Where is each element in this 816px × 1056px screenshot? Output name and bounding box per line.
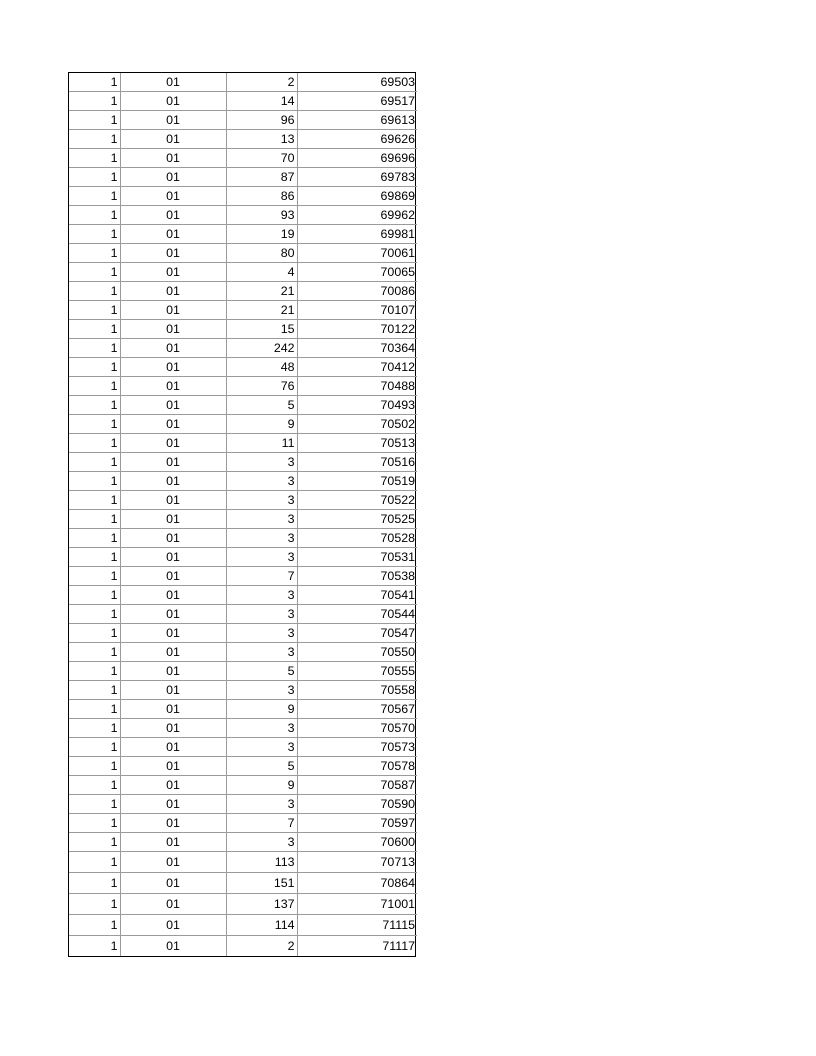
table-row xyxy=(69,472,417,491)
count-cell: 3 xyxy=(226,681,297,700)
code-cell: 01 xyxy=(120,149,226,168)
count-cell: 11 xyxy=(226,434,297,453)
table-row xyxy=(69,320,417,339)
count-cell: 87 xyxy=(226,168,297,187)
group-cell: 1 xyxy=(69,92,120,111)
count-cell: 151 xyxy=(226,873,297,894)
group-cell: 1 xyxy=(69,358,120,377)
table-row xyxy=(69,282,417,301)
count-cell: 3 xyxy=(226,510,297,529)
cumulative-cell: 70107 xyxy=(297,301,417,320)
code-cell: 01 xyxy=(120,358,226,377)
group-cell: 1 xyxy=(69,244,120,263)
count-cell: 86 xyxy=(226,187,297,206)
code-cell: 01 xyxy=(120,510,226,529)
cumulative-cell: 70555 xyxy=(297,662,417,681)
group-cell: 1 xyxy=(69,168,120,187)
table-row xyxy=(69,434,417,453)
group-cell: 1 xyxy=(69,434,120,453)
group-cell: 1 xyxy=(69,130,120,149)
code-cell: 01 xyxy=(120,662,226,681)
table-row xyxy=(69,757,417,776)
cumulative-cell: 70519 xyxy=(297,472,417,491)
code-cell: 01 xyxy=(120,415,226,434)
cumulative-cell: 69503 xyxy=(297,73,417,92)
group-cell: 1 xyxy=(69,738,120,757)
code-cell: 01 xyxy=(120,168,226,187)
cumulative-cell: 70525 xyxy=(297,510,417,529)
group-cell: 1 xyxy=(69,586,120,605)
table-row xyxy=(69,263,417,282)
table-row xyxy=(69,662,417,681)
code-cell: 01 xyxy=(120,453,226,472)
table-row xyxy=(69,624,417,643)
cumulative-cell: 71115 xyxy=(297,915,417,936)
count-cell: 9 xyxy=(226,776,297,795)
table-row xyxy=(69,491,417,510)
cumulative-cell: 70547 xyxy=(297,624,417,643)
group-cell: 1 xyxy=(69,548,120,567)
code-cell: 01 xyxy=(120,339,226,358)
code-cell: 01 xyxy=(120,681,226,700)
table-row xyxy=(69,681,417,700)
cumulative-cell: 69783 xyxy=(297,168,417,187)
group-cell: 1 xyxy=(69,187,120,206)
cumulative-cell: 70597 xyxy=(297,814,417,833)
count-cell: 3 xyxy=(226,738,297,757)
table-row xyxy=(69,700,417,719)
table-row xyxy=(69,377,417,396)
cumulative-cell: 70528 xyxy=(297,529,417,548)
code-cell: 01 xyxy=(120,301,226,320)
group-cell: 1 xyxy=(69,681,120,700)
cumulative-cell: 70590 xyxy=(297,795,417,814)
table-row xyxy=(69,415,417,434)
count-cell: 9 xyxy=(226,415,297,434)
group-cell: 1 xyxy=(69,662,120,681)
group-cell: 1 xyxy=(69,915,120,936)
count-cell: 3 xyxy=(226,453,297,472)
group-cell: 1 xyxy=(69,757,120,776)
cumulative-cell: 69869 xyxy=(297,187,417,206)
table-row xyxy=(69,206,417,225)
group-cell: 1 xyxy=(69,510,120,529)
table-row xyxy=(69,396,417,415)
table-row xyxy=(69,244,417,263)
cumulative-cell: 70516 xyxy=(297,453,417,472)
group-cell: 1 xyxy=(69,795,120,814)
cumulative-cell: 70600 xyxy=(297,833,417,852)
cumulative-cell: 70531 xyxy=(297,548,417,567)
cumulative-cell: 70587 xyxy=(297,776,417,795)
cumulative-cell: 70502 xyxy=(297,415,417,434)
count-cell: 113 xyxy=(226,852,297,873)
count-cell: 21 xyxy=(226,282,297,301)
count-cell: 19 xyxy=(226,225,297,244)
table-row xyxy=(69,586,417,605)
group-cell: 1 xyxy=(69,719,120,738)
count-cell: 7 xyxy=(226,814,297,833)
count-cell: 14 xyxy=(226,92,297,111)
count-cell: 80 xyxy=(226,244,297,263)
code-cell: 01 xyxy=(120,915,226,936)
table-row xyxy=(69,130,417,149)
group-cell: 1 xyxy=(69,776,120,795)
code-cell: 01 xyxy=(120,643,226,662)
code-cell: 01 xyxy=(120,548,226,567)
code-cell: 01 xyxy=(120,586,226,605)
count-cell: 21 xyxy=(226,301,297,320)
count-cell: 3 xyxy=(226,624,297,643)
group-cell: 1 xyxy=(69,814,120,833)
code-cell: 01 xyxy=(120,206,226,225)
count-cell: 9 xyxy=(226,700,297,719)
cumulative-cell: 70086 xyxy=(297,282,417,301)
code-cell: 01 xyxy=(120,73,226,92)
table-row xyxy=(69,643,417,662)
cumulative-cell: 69696 xyxy=(297,149,417,168)
cumulative-cell: 70061 xyxy=(297,244,417,263)
group-cell: 1 xyxy=(69,206,120,225)
code-cell: 01 xyxy=(120,263,226,282)
cumulative-cell: 70522 xyxy=(297,491,417,510)
table-row xyxy=(69,225,417,244)
code-cell: 01 xyxy=(120,624,226,643)
count-cell: 48 xyxy=(226,358,297,377)
code-cell: 01 xyxy=(120,894,226,915)
group-cell: 1 xyxy=(69,377,120,396)
table-row xyxy=(69,719,417,738)
cumulative-cell: 70544 xyxy=(297,605,417,624)
cumulative-cell: 70364 xyxy=(297,339,417,358)
code-cell: 01 xyxy=(120,852,226,873)
group-cell: 1 xyxy=(69,873,120,894)
cumulative-cell: 70578 xyxy=(297,757,417,776)
group-cell: 1 xyxy=(69,605,120,624)
cumulative-cell: 70713 xyxy=(297,852,417,873)
table-row xyxy=(69,358,417,377)
code-cell: 01 xyxy=(120,130,226,149)
cumulative-cell: 70412 xyxy=(297,358,417,377)
count-cell: 96 xyxy=(226,111,297,130)
cumulative-cell: 70864 xyxy=(297,873,417,894)
group-cell: 1 xyxy=(69,700,120,719)
group-cell: 1 xyxy=(69,301,120,320)
count-cell: 3 xyxy=(226,643,297,662)
group-cell: 1 xyxy=(69,73,120,92)
count-cell: 3 xyxy=(226,719,297,738)
table-row xyxy=(69,814,417,833)
cumulative-cell: 70558 xyxy=(297,681,417,700)
data-grid-body xyxy=(69,73,417,956)
count-cell: 3 xyxy=(226,795,297,814)
cumulative-cell: 70488 xyxy=(297,377,417,396)
code-cell: 01 xyxy=(120,377,226,396)
group-cell: 1 xyxy=(69,339,120,358)
code-cell: 01 xyxy=(120,320,226,339)
group-cell: 1 xyxy=(69,225,120,244)
group-cell: 1 xyxy=(69,472,120,491)
code-cell: 01 xyxy=(120,491,226,510)
table-row xyxy=(69,936,417,957)
count-cell: 3 xyxy=(226,605,297,624)
code-cell: 01 xyxy=(120,605,226,624)
table-row xyxy=(69,776,417,795)
count-cell: 2 xyxy=(226,73,297,92)
cumulative-cell: 69613 xyxy=(297,111,417,130)
group-cell: 1 xyxy=(69,282,120,301)
count-cell: 4 xyxy=(226,263,297,282)
group-cell: 1 xyxy=(69,833,120,852)
cumulative-cell: 70570 xyxy=(297,719,417,738)
table-row xyxy=(69,605,417,624)
code-cell: 01 xyxy=(120,936,226,957)
group-cell: 1 xyxy=(69,453,120,472)
table-row xyxy=(69,149,417,168)
code-cell: 01 xyxy=(120,282,226,301)
count-cell: 76 xyxy=(226,377,297,396)
code-cell: 01 xyxy=(120,757,226,776)
code-cell: 01 xyxy=(120,567,226,586)
spreadsheet-table xyxy=(68,72,416,957)
code-cell: 01 xyxy=(120,776,226,795)
count-cell: 5 xyxy=(226,396,297,415)
code-cell: 01 xyxy=(120,700,226,719)
count-cell: 5 xyxy=(226,757,297,776)
code-cell: 01 xyxy=(120,472,226,491)
code-cell: 01 xyxy=(120,396,226,415)
table-row xyxy=(69,453,417,472)
cumulative-cell: 70550 xyxy=(297,643,417,662)
code-cell: 01 xyxy=(120,814,226,833)
cumulative-cell: 70493 xyxy=(297,396,417,415)
count-cell: 70 xyxy=(226,149,297,168)
table-row xyxy=(69,73,417,92)
table-row xyxy=(69,548,417,567)
group-cell: 1 xyxy=(69,396,120,415)
table-row xyxy=(69,852,417,873)
code-cell: 01 xyxy=(120,187,226,206)
count-cell: 3 xyxy=(226,472,297,491)
code-cell: 01 xyxy=(120,434,226,453)
cumulative-cell: 69962 xyxy=(297,206,417,225)
count-cell: 3 xyxy=(226,491,297,510)
code-cell: 01 xyxy=(120,529,226,548)
table-row xyxy=(69,738,417,757)
code-cell: 01 xyxy=(120,719,226,738)
count-cell: 3 xyxy=(226,548,297,567)
code-cell: 01 xyxy=(120,795,226,814)
count-cell: 3 xyxy=(226,586,297,605)
table-row xyxy=(69,339,417,358)
cumulative-cell: 70573 xyxy=(297,738,417,757)
count-cell: 93 xyxy=(226,206,297,225)
table-row xyxy=(69,915,417,936)
code-cell: 01 xyxy=(120,873,226,894)
group-cell: 1 xyxy=(69,624,120,643)
count-cell: 3 xyxy=(226,833,297,852)
table-row xyxy=(69,187,417,206)
code-cell: 01 xyxy=(120,244,226,263)
count-cell: 137 xyxy=(226,894,297,915)
group-cell: 1 xyxy=(69,529,120,548)
table-row xyxy=(69,510,417,529)
cumulative-cell: 70567 xyxy=(297,700,417,719)
cumulative-cell: 71001 xyxy=(297,894,417,915)
cumulative-cell: 70122 xyxy=(297,320,417,339)
count-cell: 15 xyxy=(226,320,297,339)
count-cell: 7 xyxy=(226,567,297,586)
count-cell: 13 xyxy=(226,130,297,149)
code-cell: 01 xyxy=(120,111,226,130)
table-row xyxy=(69,567,417,586)
table-row xyxy=(69,873,417,894)
cumulative-cell: 70538 xyxy=(297,567,417,586)
count-cell: 242 xyxy=(226,339,297,358)
table-row xyxy=(69,529,417,548)
table-row xyxy=(69,168,417,187)
group-cell: 1 xyxy=(69,491,120,510)
cumulative-cell: 69517 xyxy=(297,92,417,111)
cumulative-cell: 70065 xyxy=(297,263,417,282)
group-cell: 1 xyxy=(69,320,120,339)
count-cell: 5 xyxy=(226,662,297,681)
group-cell: 1 xyxy=(69,567,120,586)
cumulative-cell: 71117 xyxy=(382,939,415,954)
table-row xyxy=(69,795,417,814)
cumulative-cell: 69626 xyxy=(297,130,417,149)
cumulative-cell: 69981 xyxy=(297,225,417,244)
cumulative-cell: 70513 xyxy=(297,434,417,453)
table-row xyxy=(69,92,417,111)
group-cell: 1 xyxy=(69,415,120,434)
cumulative-cell: 70541 xyxy=(297,586,417,605)
group-cell: 1 xyxy=(69,149,120,168)
code-cell: 01 xyxy=(120,225,226,244)
table-row xyxy=(69,111,417,130)
code-cell: 01 xyxy=(120,833,226,852)
code-cell: 01 xyxy=(120,92,226,111)
group-cell: 1 xyxy=(69,894,120,915)
count-cell: 2 xyxy=(226,936,297,957)
group-cell: 1 xyxy=(69,936,120,957)
table-row xyxy=(69,833,417,852)
count-cell: 3 xyxy=(226,529,297,548)
code-cell: 01 xyxy=(120,738,226,757)
data-grid xyxy=(69,73,417,956)
group-cell: 1 xyxy=(69,852,120,873)
group-cell: 1 xyxy=(69,643,120,662)
group-cell: 1 xyxy=(69,263,120,282)
table-row xyxy=(69,894,417,915)
group-cell: 1 xyxy=(69,111,120,130)
table-row xyxy=(69,301,417,320)
count-cell: 114 xyxy=(226,915,297,936)
